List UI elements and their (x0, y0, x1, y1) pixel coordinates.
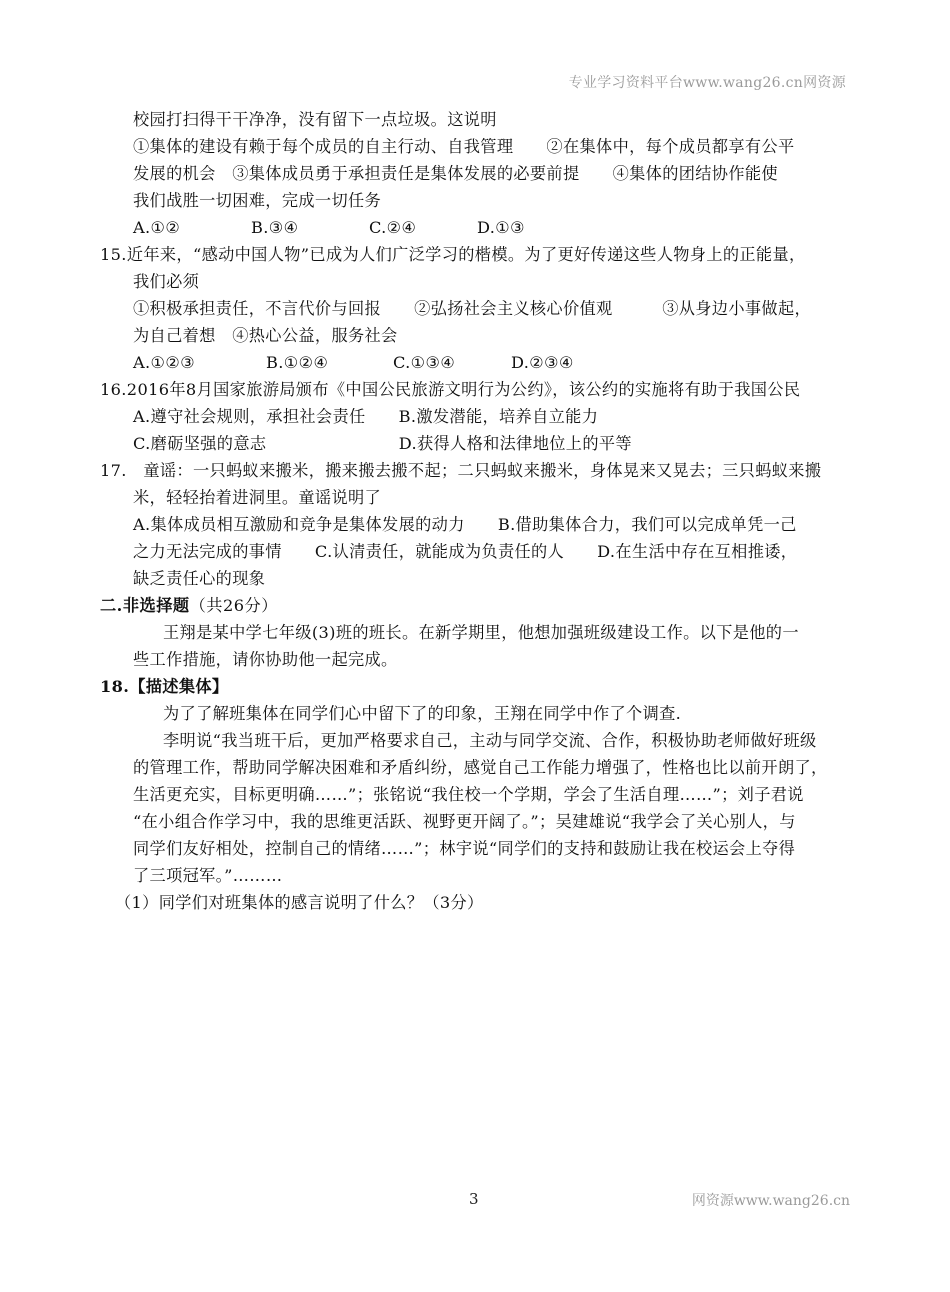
q15-options (133, 351, 574, 375)
q18-paragraph-line1: 为了了解班集体在同学们心中留下了的印象，王翔在同学中作了个调查. (163, 704, 682, 723)
q17-line3: A.集体成员相互激励和竞争是集体发展的动力 B.借助集体合力，我们可以完成单凭一己 (133, 515, 797, 534)
q18-paragraph-line6: 同学们友好相处，控制自己的情绪……”；林宇说“同学们的支持和鼓励让我在校运会上夺得 (133, 839, 796, 858)
q17-line2: 米，轻轻抬着进洞里。童谣说明了 (133, 488, 382, 507)
q15-option-b: B.①②④ (266, 353, 329, 372)
q14-option-d: D.①③ (477, 218, 525, 237)
q14-option-c: C.②④ (369, 218, 417, 237)
page-number: 3 (469, 1190, 479, 1208)
q14-line4: 我们战胜一切困难，完成一切任务 (133, 191, 382, 210)
q15-line3: ①积极承担责任，不言代价与回报 ②弘扬社会主义核心价值观 ③从身边小事做起， (133, 299, 812, 318)
q16-line1: 16.2016年8月国家旅游局颁布《中国公民旅游文明行为公约》，该公约的实施将有助于我国公民 (100, 380, 801, 399)
q15-line1: 15.近年来，“感动中国人物”已成为人们广泛学习的楷模。为了更好传递这些人物身上的正能量， (100, 245, 806, 264)
q14-options (133, 216, 525, 240)
q14-option-a: A.①② (133, 218, 181, 237)
q15-option-d: D.②③④ (511, 353, 574, 372)
q16-line3: C.磨砺坚强的意志 D.获得人格和法律地位上的平等 (133, 434, 632, 453)
q18-paragraph-line3: 的管理工作，帮助同学解决困难和矛盾纠纷，感觉自己工作能力增强了，性格也比以前开朗了， (133, 758, 828, 777)
q18-paragraph-line4: 生活更充实，目标更明确……”；张铭说“我住校一个学期，学会了生活自理……”；刘子君说 (133, 785, 804, 804)
q18-paragraph-line7: 了三项冠军。”……… (133, 866, 283, 885)
q14-option-b: B.③④ (251, 218, 299, 237)
header-watermark: 专业学习资料平台www.wang26.cn网资源 (568, 75, 846, 91)
section2-intro1: 王翔是某中学七年级(3)班的班长。在新学期里，他想加强班级建设工作。以下是他的一 (163, 623, 799, 642)
section2-heading (100, 594, 278, 618)
q14-line1: 校园打扫得干干净净，没有留下一点垃圾。这说明 (133, 110, 497, 129)
q14-line3: 发展的机会 ③集体成员勇于承担责任是集体发展的必要前提 ④集体的团结协作能使 (133, 164, 778, 183)
q14-line2: ①集体的建设有赖于每个成员的自主行动、自我管理 ②在集体中，每个成员都享有公平 (133, 137, 795, 156)
section2-score: （共26分） (189, 596, 278, 615)
section2-intro2: 些工作措施，请你协助他一起完成。 (133, 650, 398, 669)
q18-paragraph-line5: “在小组合作学习中，我的思维更活跃、视野更开阔了。”；吴建雄说“我学会了关心别人，与 (133, 812, 796, 831)
q18-subquestion-1: （1）同学们对班集体的感言说明了什么？（3分） (115, 893, 484, 912)
q18-heading: 18.【描述集体】 (100, 677, 229, 696)
section2-title: 二.非选择题 (100, 596, 190, 615)
q17-line4: 之力无法完成的事情 C.认清责任，就能成为负责任的人 D.在生活中存在互相推诿， (133, 542, 798, 561)
q18-paragraph-line2: 李明说“我当班干后，更加严格要求自己，主动与同学交流、合作，积极协助老师做好班级 (163, 731, 817, 750)
q15-option-a: A.①②③ (133, 353, 196, 372)
q17-line1: 17. 童谣：一只蚂蚁来搬米，搬来搬去搬不起；二只蚂蚁来搬米，身体晃来又晃去；三只蚂蚁来搬 (100, 461, 822, 480)
q15-option-c: C.①③④ (393, 353, 456, 372)
footer-watermark: 网资源www.wang26.cn (691, 1193, 850, 1209)
q16-line2: A.遵守社会规则，承担社会责任 B.激发潜能，培养自立能力 (133, 407, 599, 426)
q17-line5: 缺乏责任心的现象 (133, 569, 266, 588)
q15-line4: 为自己着想 ④热心公益，服务社会 (133, 326, 398, 345)
q15-line2: 我们必须 (133, 272, 200, 291)
